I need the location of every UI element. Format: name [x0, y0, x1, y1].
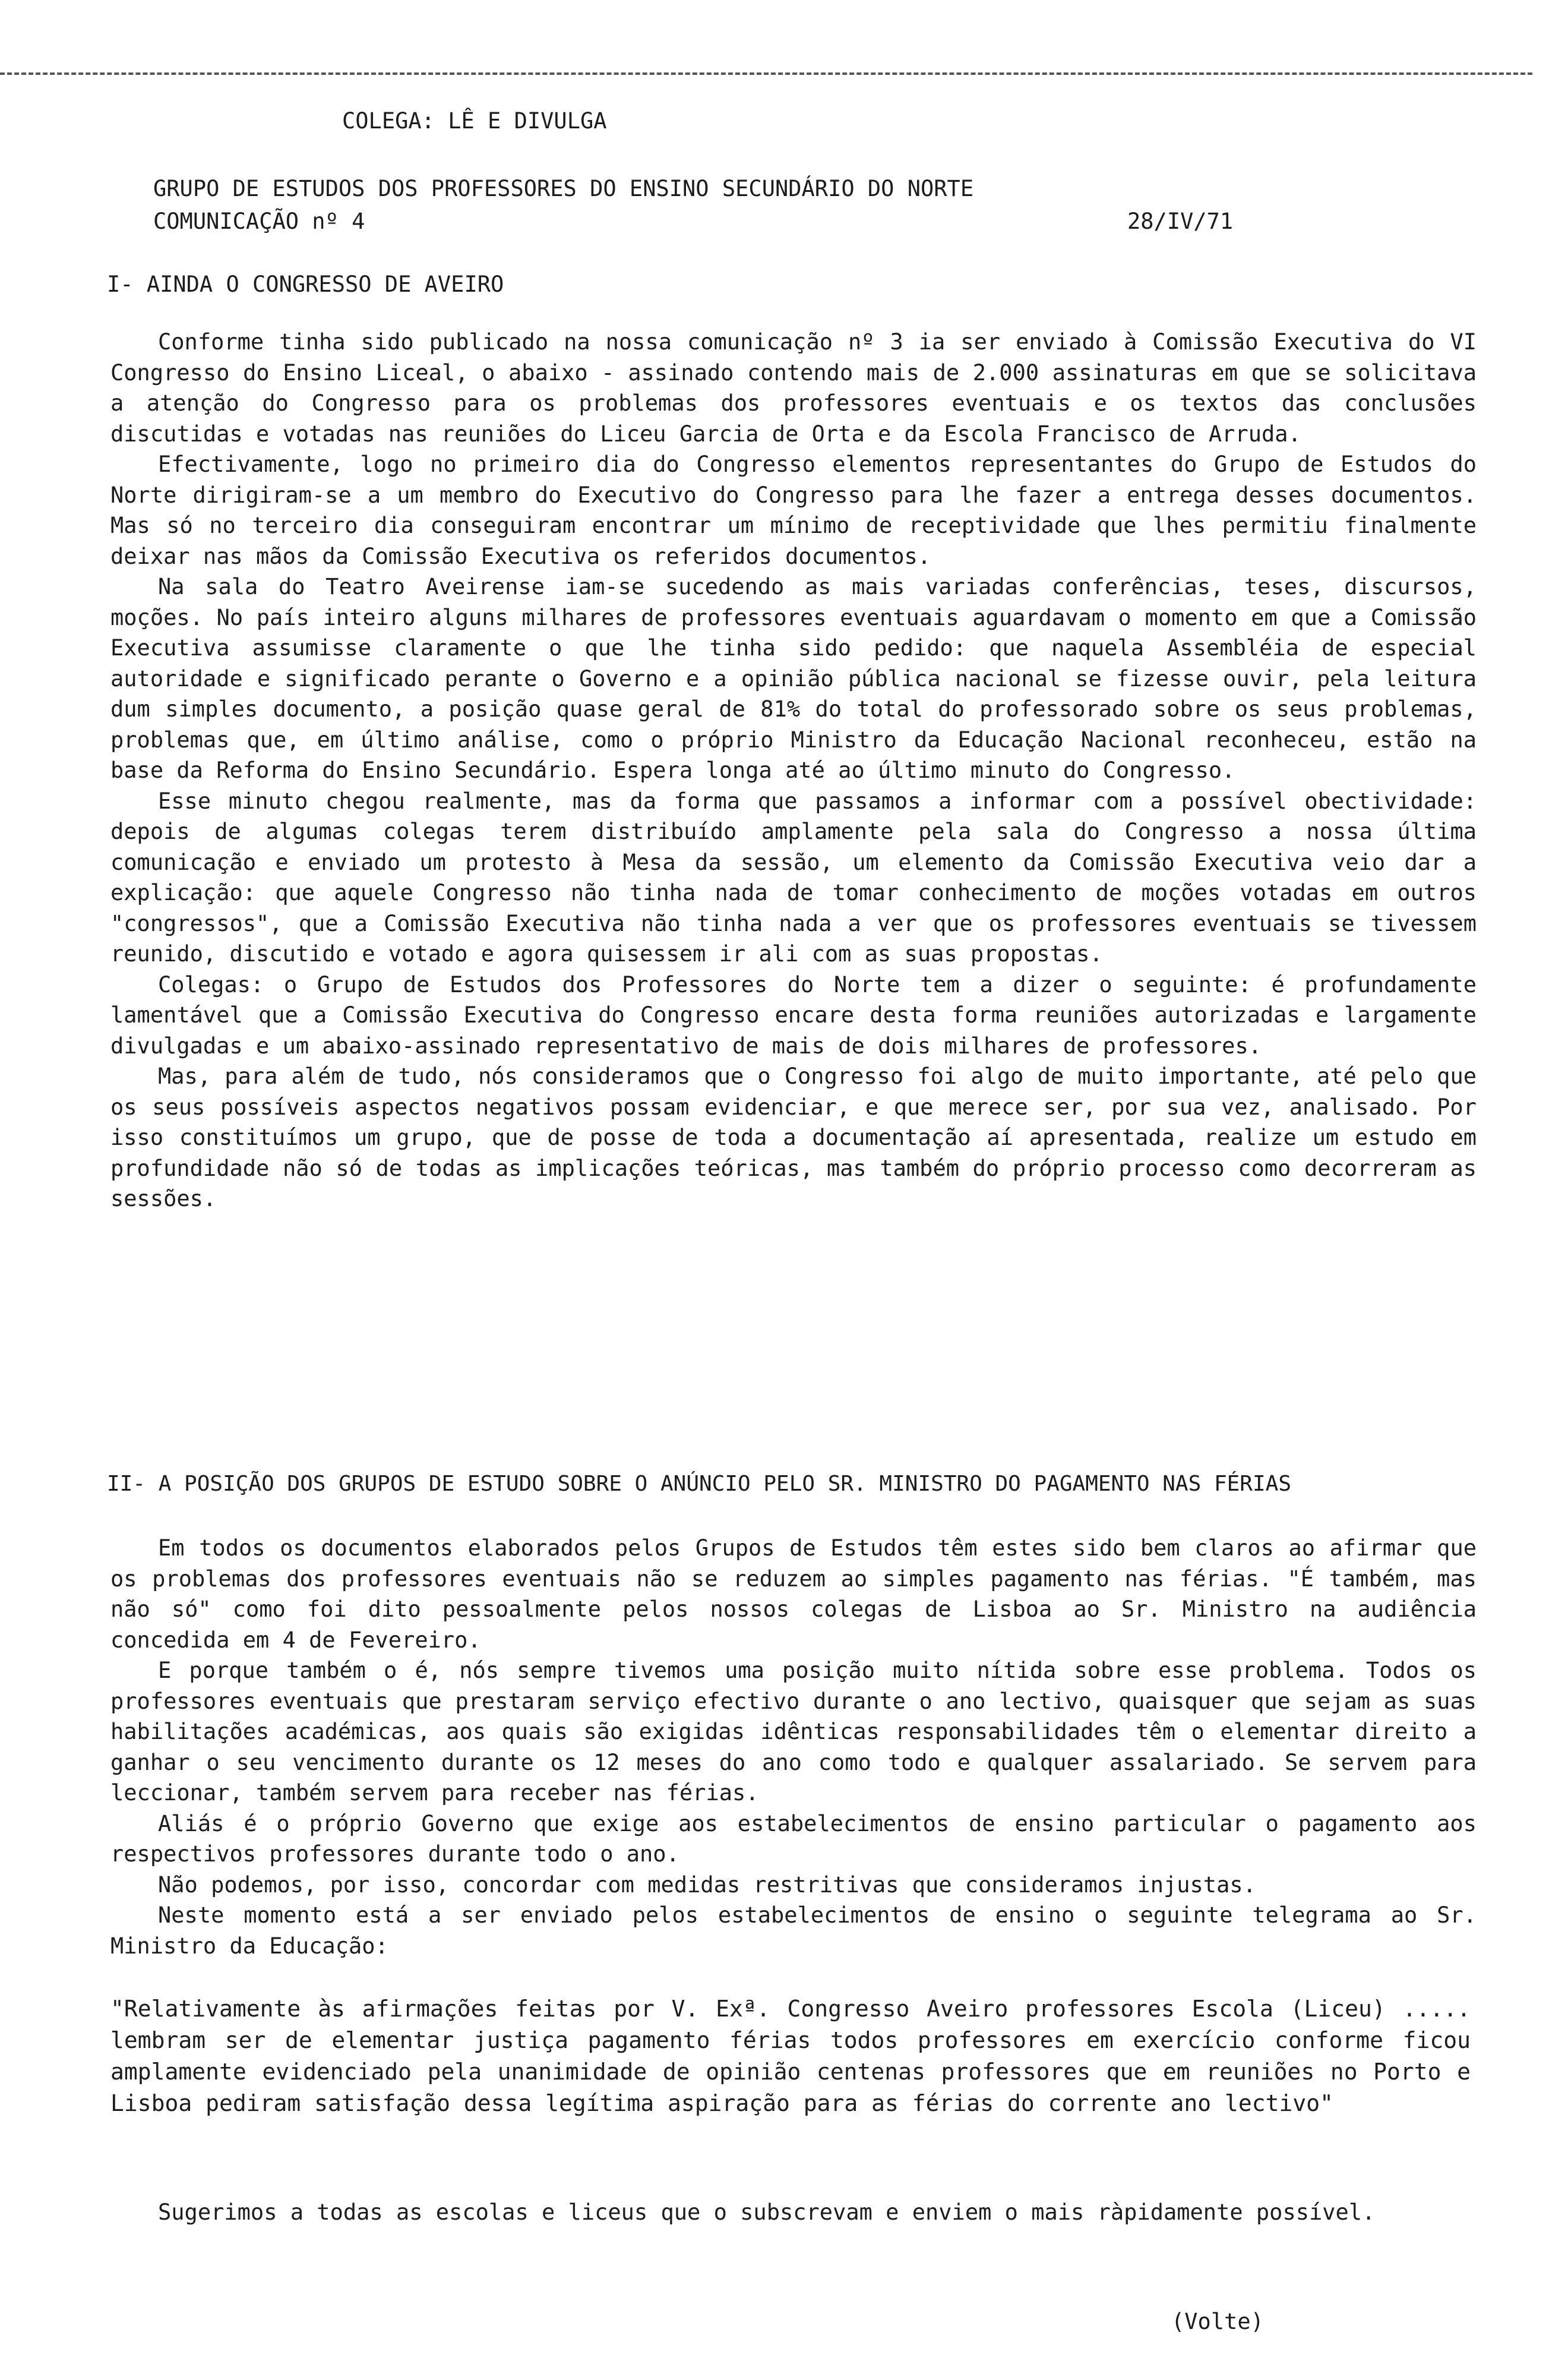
section-1-body [110, 327, 1477, 1214]
section-2-heading: II- A POSIÇÃO DOS GRUPOS DE ESTUDO SOBRE O ANÚNCIO PELO SR. MINISTRO DO PAGAMENTO NAS FÉRIAS [107, 1472, 1291, 1496]
group-title: GRUPO DE ESTUDOS DOS PROFESSORES DO ENSINO SECUNDÁRIO DO NORTE [153, 176, 974, 201]
section-2-body [110, 1533, 1477, 1961]
paragraph: Esse minuto chegou realmente, mas da forma que passamos a informar com a possível obectividade: depois de algumas colegas terem distribuído amplamente pela sala do Congresso a nossa última comunicação e enviado um protesto à Mesa da sessão, um elemento da Comissão Executiva veio dar a explicação: que aquele Congresso não tinha nada de tomar conhecimento de moções votadas em outros "congressos", que a Comissão Executiva não tinha nada a ver que os professores eventuais se tivessem reunido, discutido e votado e agora quisessem ir ali com as suas propostas. [110, 788, 1477, 967]
paragraph: Efectivamente, logo no primeiro dia do Congresso elementos representantes do Grupo de Estudos do Norte dirigiram-se a um membro do Executivo do Congresso para lhe fazer a entrega desses documentos. Mas só no terceiro dia conseguiram encontrar um mínimo de receptividade que lhes permitiu finalmente deixar nas mãos da Comissão Executiva os referidos documentos. [110, 452, 1477, 569]
tagline: COLEGA: LÊ E DIVULGA [342, 108, 607, 134]
paragraph: Aliás é o próprio Governo que exige aos estabelecimentos de ensino particular o pagamento aos respectivos professores durante todo o ano. [110, 1810, 1477, 1867]
closing-paragraph [110, 2197, 1477, 2228]
paragraph: Sugerimos a todas as escolas e liceus que o subscrevam e enviem o mais ràpidamente possível. [158, 2199, 1376, 2225]
top-rule [0, 72, 1532, 75]
section-1-heading: I- AINDA O CONGRESSO DE AVEIRO [107, 272, 504, 297]
paragraph: Colegas: o Grupo de Estudos dos Professores do Norte tem a dizer o seguinte: é profundamente lamentável que a Comissão Executiva do Congresso encare desta forma reuniões autorizadas e largamente divulgadas e um abaixo-assinado representativo de mais de dois milhares de professores. [110, 971, 1477, 1059]
document-date: 28/IV/71 [1127, 209, 1234, 234]
paragraph: E porque também o é, nós sempre tivemos uma posição muito nítida sobre esse problema. Todos os professores eventuais que prestaram serviço efectivo durante o ano lectivo, quaisquer que sejam as suas habilitações académicas, aos quais são exigidas idênticas responsabilidades têm o elementar direito a ganhar o seu vencimento durante os 12 meses do ano como todo e qualquer assalariado. Se servem para leccionar, também servem para receber nas férias. [110, 1658, 1477, 1806]
telegram-text [110, 1993, 1471, 2119]
telegram-paragraph: "Relativamente às afirmações feitas por V. Exª. Congresso Aveiro professores Escola (Liceu) ..... lembram ser de elementar justiça pagamento férias todos professores em exercício conforme ficou amplamente evidenciado pela unanimidade de opinião centenas professores que em reuniões no Porto e Lisboa pediram satisfação dessa legítima aspiração para as férias do corrente ano lectivo" [110, 1996, 1471, 2116]
paragraph: Neste momento está a ser enviado pelos estabelecimentos de ensino o seguinte telegrama ao Sr. Ministro da Educação: [110, 1902, 1477, 1959]
paragraph: Na sala do Teatro Aveirense iam-se sucedendo as mais variadas conferências, teses, discursos, moções. No país inteiro alguns milhares de professores eventuais aguardavam o momento em que a Comissão Executiva assumisse claramente o que lhe tinha sido pedido: que naquela Assembléia de especial autoridade e significado perante o Governo e a opinião pública nacional se fizesse ouvir, pela leitura dum simples documento, a posição quase geral de 81% do total do professorado sobre os seus problemas, problemas que, em último análise, como o próprio Ministro da Educação Nacional reconheceu, estão na base da Reforma do Ensino Secundário. Espera longa até ao último minuto do Congresso. [110, 574, 1477, 783]
paragraph: Conforme tinha sido publicado na nossa comunicação nº 3 ia ser enviado à Comissão Executiva do VI Congresso do Ensino Liceal, o abaixo - assinado contendo mais de 2.000 assinaturas em que se solicitava a atenção do Congresso para os problemas dos professores eventuais e os textos das conclusões discutidas e votadas nas reuniões do Liceu Garcia de Orta e da Escola Francisco de Arruda. [110, 329, 1477, 447]
paragraph: Em todos os documentos elaborados pelos Grupos de Estudos têm estes sido bem claros ao afirmar que os problemas dos professores eventuais não se reduzem ao simples pagamento nas férias. "É também, mas não só" como foi dito pessoalmente pelos nossos colegas de Lisboa ao Sr. Ministro na audiência concedida em 4 de Fevereiro. [110, 1535, 1477, 1653]
paragraph: Mas, para além de tudo, nós consideramos que o Congresso foi algo de muito importante, até pelo que os seus possíveis aspectos negativos possam evidenciar, e que merece ser, por sua vez, analisado. Por isso constituímos um grupo, que de posse de toda a documentação aí apresentada, realize um estudo em profundidade não só de todas as implicações teóricas, mas também do próprio processo como decorreram as sessões. [110, 1063, 1477, 1211]
communication-number: COMUNICAÇÃO nº 4 [153, 209, 365, 234]
paragraph: Não podemos, por isso, concordar com medidas restritivas que consideramos injustas. [158, 1871, 1256, 1898]
turn-over-note: (Volte) [1171, 2309, 1264, 2334]
